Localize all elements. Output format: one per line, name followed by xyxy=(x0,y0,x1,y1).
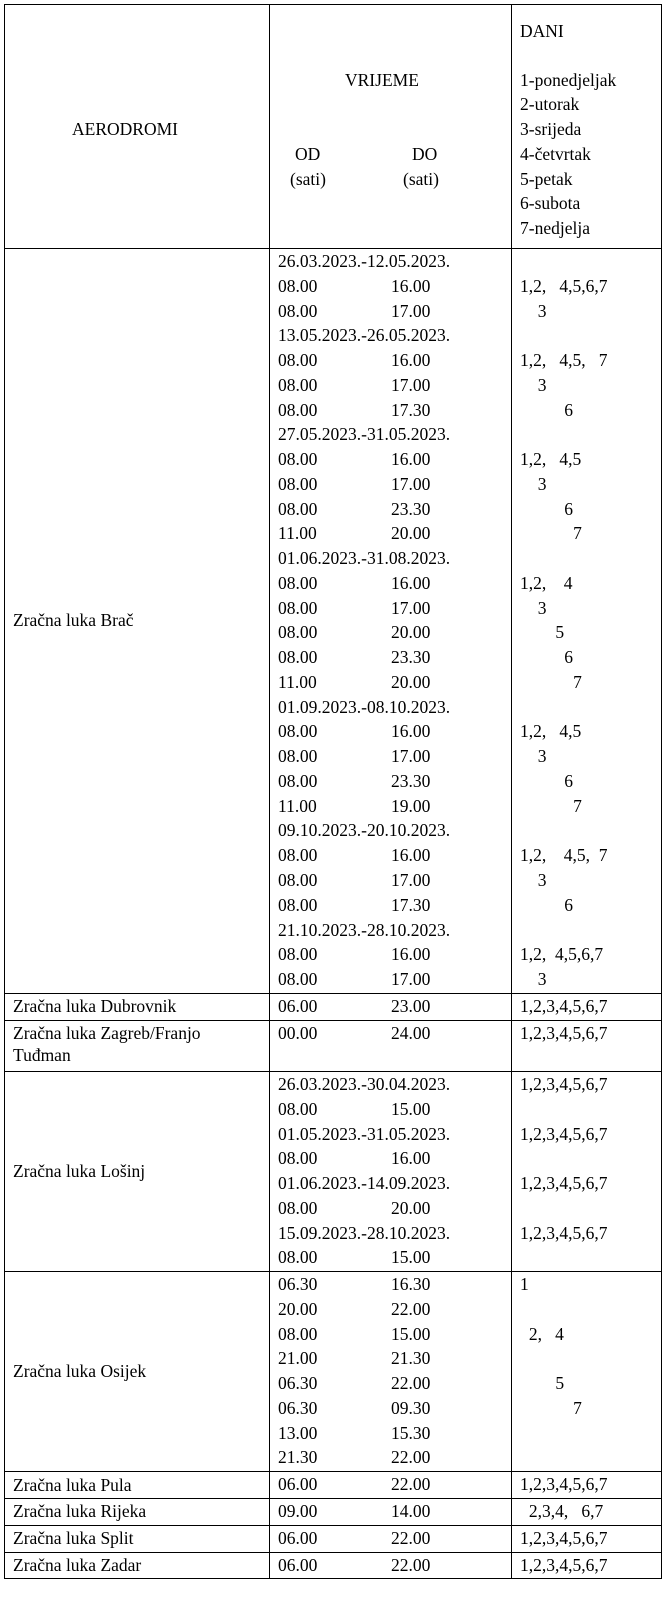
date-range: 27.05.2023.-31.05.2023. xyxy=(278,424,451,445)
days-legend-item: 4-četvrtak xyxy=(520,144,591,164)
time-to: 16.30 xyxy=(391,1274,431,1295)
table-rule xyxy=(4,1020,662,1021)
days-legend-item: 1-ponedjeljak xyxy=(520,70,617,90)
days-value: 3 xyxy=(537,969,547,990)
time-to: 20.00 xyxy=(391,622,431,643)
table-rule xyxy=(661,4,662,1579)
time-from: 08.00 xyxy=(278,1098,318,1119)
time-from: 20.00 xyxy=(278,1298,318,1319)
time-from: 08.00 xyxy=(278,399,318,420)
time-to: 17.00 xyxy=(391,300,431,321)
airport-name: Zračna luka Brač xyxy=(13,610,134,631)
time-from: 06.00 xyxy=(278,1527,318,1548)
days-value: 2,3,4, 6,7 xyxy=(528,1501,604,1521)
time-to: 20.00 xyxy=(391,671,431,692)
days-legend-item: 6-subota xyxy=(520,193,581,213)
days-value: 3 xyxy=(537,597,547,618)
time-from: 08.00 xyxy=(278,449,318,470)
header-time: VRIJEME xyxy=(345,70,419,90)
time-to: 22.00 xyxy=(391,1447,431,1468)
table-rule xyxy=(4,4,662,5)
time-to: 17.00 xyxy=(391,969,431,990)
time-from: 08.00 xyxy=(278,721,318,742)
days-value: 7 xyxy=(573,671,582,692)
days-value: 1 xyxy=(520,1274,529,1295)
time-to: 17.30 xyxy=(391,399,431,420)
time-to: 15.00 xyxy=(391,1323,431,1344)
days-legend-item: 2-utorak xyxy=(520,94,580,114)
time-to: 22.00 xyxy=(391,1527,431,1548)
header-from-unit: (sati) xyxy=(290,169,326,189)
days-value: 3 xyxy=(537,870,547,890)
time-from: 21.30 xyxy=(278,1447,318,1468)
time-from: 08.00 xyxy=(278,1323,318,1344)
date-range: 26.03.2023.-12.05.2023. xyxy=(278,251,451,271)
time-from: 11.00 xyxy=(278,671,317,692)
days-value: 2, 4 xyxy=(528,1323,564,1344)
days-value: 6 xyxy=(564,498,573,519)
airport-name: Zračna luka Zadar xyxy=(13,1554,142,1575)
time-from: 08.00 xyxy=(278,275,318,296)
time-to: 24.00 xyxy=(391,1022,431,1043)
airport-name: Zračna luka Split xyxy=(13,1528,134,1549)
time-from: 06.30 xyxy=(278,1397,318,1418)
time-to: 17.00 xyxy=(391,473,431,494)
time-from: 21.00 xyxy=(278,1348,318,1369)
table-rule xyxy=(4,1271,662,1272)
time-from: 08.00 xyxy=(278,870,318,890)
airport-name: Tuđman xyxy=(13,1044,71,1065)
date-range: 09.10.2023.-20.10.2023. xyxy=(278,820,451,841)
time-from: 13.00 xyxy=(278,1422,318,1443)
table-rule xyxy=(4,1498,662,1499)
time-from: 08.00 xyxy=(278,1148,318,1169)
days-value: 1,2,3,4,5,6,7 xyxy=(520,1173,608,1194)
days-value: 1,2,3,4,5,6,7 xyxy=(520,1554,608,1575)
time-from: 08.00 xyxy=(278,770,318,791)
airport-name: Zračna luka Osijek xyxy=(13,1361,147,1382)
table-rule xyxy=(4,1071,662,1072)
time-from: 08.00 xyxy=(278,300,318,321)
days-value: 5 xyxy=(555,1373,565,1394)
time-to: 16.00 xyxy=(391,275,431,296)
time-to: 20.00 xyxy=(391,523,431,544)
time-from: 08.00 xyxy=(278,498,318,519)
header-airports: AERODROMI xyxy=(72,119,178,139)
time-to: 22.00 xyxy=(391,1554,431,1575)
airport-name: Zračna luka Zagreb/Franjo xyxy=(13,1022,201,1043)
table-rule xyxy=(4,1525,662,1526)
time-to: 16.00 xyxy=(391,1148,431,1169)
time-from: 08.00 xyxy=(278,647,318,668)
time-from: 00.00 xyxy=(278,1022,318,1043)
time-from: 09.00 xyxy=(278,1501,318,1521)
time-to: 20.00 xyxy=(391,1197,431,1218)
time-from: 08.00 xyxy=(278,350,318,371)
time-to: 23.30 xyxy=(391,647,431,668)
time-from: 08.00 xyxy=(278,597,318,618)
time-to: 23.30 xyxy=(391,498,431,519)
time-from: 08.00 xyxy=(278,473,318,494)
time-to: 16.00 xyxy=(391,350,431,371)
time-to: 22.00 xyxy=(391,1298,431,1319)
table-rule xyxy=(4,1552,662,1553)
days-value: 5 xyxy=(555,622,565,643)
table-rule xyxy=(511,4,512,1579)
time-from: 11.00 xyxy=(278,523,317,544)
header-days: DANI xyxy=(520,21,564,41)
date-range: 21.10.2023.-28.10.2023. xyxy=(278,919,451,940)
time-from: 08.00 xyxy=(278,1197,318,1218)
time-to: 23.30 xyxy=(391,770,431,791)
date-range: 13.05.2023.-26.05.2023. xyxy=(278,325,451,346)
days-value: 1,2, 4,5 xyxy=(520,449,582,470)
time-to: 15.00 xyxy=(391,1247,431,1268)
days-value: 6 xyxy=(564,647,573,668)
days-value: 1,2, 4,5,6,7 xyxy=(520,275,608,296)
time-to: 17.00 xyxy=(391,597,431,618)
date-range: 15.09.2023.-28.10.2023. xyxy=(278,1222,451,1243)
days-value: 6 xyxy=(564,399,573,420)
airport-name: Zračna luka Dubrovnik xyxy=(13,996,177,1017)
time-from: 08.00 xyxy=(278,1247,318,1268)
time-to: 16.00 xyxy=(391,572,431,593)
days-value: 7 xyxy=(573,523,582,544)
days-value: 1,2, 4,5, 7 xyxy=(520,350,608,371)
table-rule xyxy=(4,1578,662,1579)
header-to-unit: (sati) xyxy=(403,169,439,189)
time-from: 06.30 xyxy=(278,1274,318,1295)
days-value: 1,2, 4 xyxy=(520,572,573,593)
time-to: 22.00 xyxy=(391,1474,431,1495)
days-value: 1,2,3,4,5,6,7 xyxy=(520,1222,608,1243)
time-from: 08.00 xyxy=(278,944,318,965)
time-to: 16.00 xyxy=(391,944,431,965)
days-value: 3 xyxy=(537,300,547,321)
time-to: 17.00 xyxy=(391,374,431,395)
days-value: 1,2, 4,5,6,7 xyxy=(520,944,604,965)
time-from: 11.00 xyxy=(278,795,317,816)
days-value: 6 xyxy=(564,894,573,915)
time-from: 08.00 xyxy=(278,374,318,395)
days-legend-item: 3-srijeda xyxy=(520,119,582,139)
time-to: 09.30 xyxy=(391,1397,431,1418)
days-value: 1,2,3,4,5,6,7 xyxy=(520,1474,608,1495)
date-range: 01.05.2023.-31.05.2023. xyxy=(278,1123,451,1144)
date-range: 01.09.2023.-08.10.2023. xyxy=(278,696,451,717)
time-from: 08.00 xyxy=(278,622,318,643)
days-value: 7 xyxy=(573,1397,582,1418)
time-from: 08.00 xyxy=(278,746,318,767)
days-value: 3 xyxy=(537,746,547,767)
days-legend-item: 7-nedjelja xyxy=(520,218,590,238)
date-range: 01.06.2023.-14.09.2023. xyxy=(278,1173,451,1194)
airport-name: Zračna luka Pula xyxy=(13,1474,132,1495)
time-to: 23.00 xyxy=(391,995,431,1016)
days-value: 1,2, 4,5, 7 xyxy=(520,845,608,866)
header-from: OD xyxy=(295,144,321,164)
time-to: 22.00 xyxy=(391,1373,431,1394)
time-from: 08.00 xyxy=(278,845,318,866)
days-value: 1,2,3,4,5,6,7 xyxy=(520,1022,608,1043)
time-from: 08.00 xyxy=(278,969,318,990)
time-to: 17.30 xyxy=(391,894,431,915)
time-to: 15.30 xyxy=(391,1422,431,1443)
time-to: 21.30 xyxy=(391,1348,431,1369)
time-from: 08.00 xyxy=(278,894,318,915)
time-to: 19.00 xyxy=(391,795,431,816)
time-to: 15.00 xyxy=(391,1098,431,1119)
days-legend-item: 5-petak xyxy=(520,169,573,189)
time-from: 08.00 xyxy=(278,572,318,593)
time-from: 06.00 xyxy=(278,1554,318,1575)
table-rule xyxy=(269,4,270,1579)
table-rule xyxy=(4,248,662,249)
date-range: 26.03.2023.-30.04.2023. xyxy=(278,1074,451,1095)
days-value: 1,2,3,4,5,6,7 xyxy=(520,1074,608,1095)
airport-name: Zračna luka Rijeka xyxy=(13,1501,147,1522)
days-value: 1,2,3,4,5,6,7 xyxy=(520,995,608,1016)
date-range: 01.06.2023.-31.08.2023. xyxy=(278,548,451,569)
days-value: 1,2, 4,5 xyxy=(520,721,582,742)
time-to: 14.00 xyxy=(391,1501,431,1521)
days-value: 7 xyxy=(573,795,582,816)
table-rule xyxy=(4,1471,662,1472)
time-from: 06.00 xyxy=(278,995,318,1016)
airport-name: Zračna luka Lošinj xyxy=(13,1161,146,1182)
days-value: 3 xyxy=(537,473,547,494)
days-value: 1,2,3,4,5,6,7 xyxy=(520,1123,608,1144)
days-value: 1,2,3,4,5,6,7 xyxy=(520,1527,608,1548)
time-to: 16.00 xyxy=(391,845,431,866)
time-from: 06.30 xyxy=(278,1373,318,1394)
time-to: 17.00 xyxy=(391,746,431,767)
table-rule xyxy=(4,4,5,1579)
time-from: 06.00 xyxy=(278,1474,318,1495)
time-to: 16.00 xyxy=(391,449,431,470)
days-value: 6 xyxy=(564,770,573,791)
header-to: DO xyxy=(412,144,438,164)
time-to: 17.00 xyxy=(391,870,431,890)
days-value: 3 xyxy=(537,374,547,395)
time-to: 16.00 xyxy=(391,721,431,742)
table-rule xyxy=(4,993,662,994)
